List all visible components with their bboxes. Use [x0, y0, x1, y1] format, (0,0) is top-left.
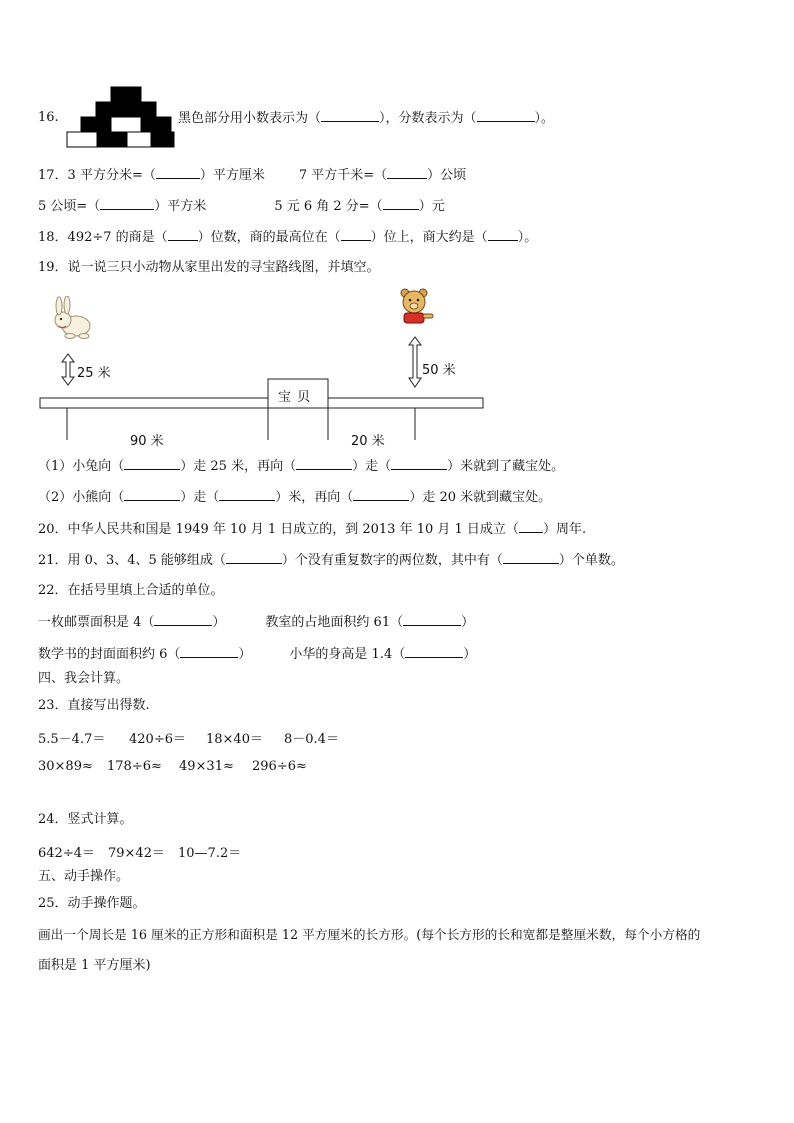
q23-row2-item-1: 30×89≈: [38, 759, 93, 774]
treasure-label: 宝 贝: [278, 390, 312, 405]
q24-item-3: 10—7.2＝: [178, 846, 242, 861]
q17-line2: 5 公顷=（ ）平方米 5 元 6 角 2 分=（ ）元: [38, 199, 445, 214]
q18: 18．492÷7 的商是（ ）位数，商的最高位在（ ）位上，商大约是（ ）。: [38, 230, 538, 245]
q16-text: 黑色部分用小数表示为（ ），分数表示为（ ）。: [178, 111, 555, 126]
q25-line2: 面积是 1 平方厘米): [38, 958, 151, 973]
label-90m: 90 米: [130, 434, 164, 449]
q22-row2: 数学书的封面面积约 6（ ） 小华的身高是 1.4（ ）: [38, 647, 477, 662]
q19-s1-blank-2[interactable]: [296, 457, 352, 470]
q22-blank-1[interactable]: [154, 613, 212, 626]
q22-blank-3[interactable]: [180, 645, 238, 658]
q23-row1-item-2: 420÷6＝: [129, 732, 186, 747]
q22-blank-2[interactable]: [403, 613, 461, 626]
q17-blank-3[interactable]: [100, 197, 154, 210]
q19-s2-blank-3[interactable]: [353, 488, 409, 501]
q25-title: 25．动手操作题。: [38, 896, 146, 911]
arrow-25m-icon: [62, 354, 74, 385]
q18-blank-1[interactable]: [168, 228, 198, 241]
q21: 21．用 0、3、4、5 能够组成（ ）个没有重复数字的两位数，其中有（ ）个单数。: [38, 553, 624, 568]
q16-number: 16.: [38, 110, 59, 125]
label-50m: 50 米: [422, 363, 456, 378]
q16-blank-decimal[interactable]: [321, 109, 379, 122]
q18-blank-3[interactable]: [488, 228, 518, 241]
q16-blank-fraction[interactable]: [477, 109, 535, 122]
arrow-50m-icon: [409, 337, 421, 387]
q17-blank-2[interactable]: [387, 166, 427, 179]
q19-sub2: （2）小熊向（ ）走（ ）米，再向（ ）走 20 米就到藏宝处。: [38, 490, 552, 505]
section5-heading: 五、动手操作。: [38, 869, 130, 884]
q19-s2-blank-2[interactable]: [219, 488, 275, 501]
q19-sub1: （1）小兔向（ ）走 25 米，再向（ ）走（ ）米就到了藏宝处。: [38, 459, 565, 474]
q19-title: 19．说一说三只小动物从家里出发的寻宝路线图，并填空。: [38, 260, 380, 275]
q22-blank-4[interactable]: [405, 645, 463, 658]
q20-blank[interactable]: [519, 520, 543, 533]
q23-row2-item-3: 49×31≈: [179, 759, 234, 774]
q19-s2-blank-1[interactable]: [124, 488, 180, 501]
q17-line1: 17．3 平方分米=（ ）平方厘米 7 平方千米=（ ）公顷: [38, 168, 467, 183]
block-figure: [66, 86, 176, 148]
q23-row2-item-2: 178÷6≈: [107, 759, 162, 774]
route-map: [0, 330, 794, 450]
q24-item-1: 642÷4＝: [38, 846, 95, 861]
q22-title: 22．在括号里填上合适的单位。: [38, 583, 224, 598]
section4-heading: 四、我会计算。: [38, 671, 130, 686]
q19-s1-blank-3[interactable]: [391, 457, 447, 470]
q24-title: 24．竖式计算。: [38, 812, 133, 827]
road: [40, 398, 483, 408]
q22-row1: 一枚邮票面积是 4（ ） 教室的占地面积约 61（ ）: [38, 615, 475, 630]
q21-blank-2[interactable]: [503, 551, 559, 564]
q23-row2-item-4: 296÷6≈: [252, 759, 307, 774]
q20: 20．中华人民共和国是 1949 年 10 月 1 日成立的，到 2013 年 10 月 1 日成立（ ）周年.: [38, 522, 587, 537]
label-25m: 25 米: [77, 366, 111, 381]
q19-s1-blank-1[interactable]: [124, 457, 180, 470]
q18-blank-2[interactable]: [341, 228, 371, 241]
q23-row1-item-4: 8－0.4＝: [284, 732, 339, 747]
q25-line1: 画出一个周长是 16 厘米的正方形和面积是 12 平方厘米的长方形。(每个长方形的长和宽都是整厘米数，每个小方格的: [38, 927, 701, 942]
q23-title: 23．直接写出得数.: [38, 698, 150, 713]
q23-row1-item-3: 18×40＝: [206, 732, 263, 747]
q24-item-2: 79×42＝: [108, 846, 165, 861]
q17-blank-4[interactable]: [383, 197, 419, 210]
label-20m: 20 米: [351, 434, 385, 449]
q23-row1-item-1: 5.5－4.7＝: [38, 732, 106, 747]
q17-blank-1[interactable]: [156, 166, 200, 179]
q21-blank-1[interactable]: [226, 551, 282, 564]
bear-icon: [396, 288, 436, 326]
